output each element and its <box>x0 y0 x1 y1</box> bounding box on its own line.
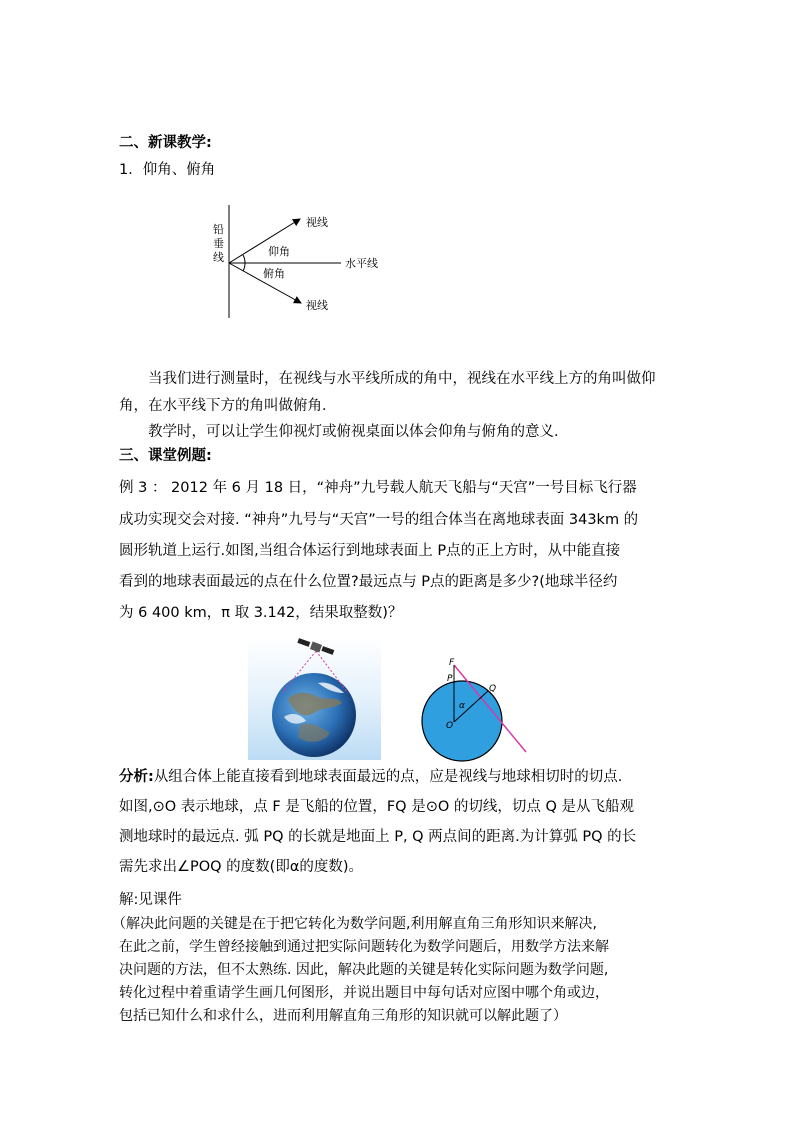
item-1-title: 1．仰角、俯角 <box>119 162 216 178</box>
analysis-text-1: 从组合体上能直接看到地球表面最远的点，应是视线与地球相切时的切点. <box>153 769 623 785</box>
analysis-line-4: 需先求出∠POQ 的度数(即α的度数)。 <box>119 859 364 875</box>
analysis-line-2: 如图,⊙O 表示地球，点 F 是飞船的位置，FQ 是⊙O 的切线，切点 Q 是从飞船观 <box>119 799 635 815</box>
label-q: Q <box>489 684 497 694</box>
plumb-label-2: 垂 <box>213 237 224 250</box>
earth-icon <box>272 673 356 757</box>
remark-line-1: （解决此问题的关键是在于把它转化为数学问题,利用解直角三角形知识来解决, <box>112 916 597 932</box>
sight-line-top-label: 视线 <box>306 216 328 229</box>
remark-line-5: 包括已知什么和求什么，进而利用解直角三角形的知识就可以解此题了） <box>119 1008 567 1024</box>
section-new-lesson-title: 二、新课教学: <box>119 135 212 151</box>
solution-line: 解:见课件 <box>119 892 182 908</box>
plumb-label-3: 线 <box>213 251 224 264</box>
example-line-3: 圆形轨道上运行.如图,当组合体运行到地球表面上 P点的正上方时，从中能直接 <box>119 543 621 559</box>
analysis-line-3: 测地球时的最远点. 弧 PQ 的长就是地面上 P, Q 两点间的距离.为计算弧 PQ 的长 <box>119 829 637 845</box>
elevation-angle-label: 仰角 <box>268 245 290 258</box>
depression-angle-label: 俯角 <box>263 267 285 280</box>
definition-paragraph: 当我们进行测量时，在视线与水平线所成的角中，视线在水平线上方的角叫做仰角，在水平线下方的角叫做俯角． <box>119 371 656 414</box>
label-o: O <box>446 721 454 731</box>
label-p: P <box>447 674 453 684</box>
example-line-1: 例 3 ： 2012 年 6 月 18 日，“神舟”九号载人航天飞船与“天宫”一号目标飞行器 <box>119 480 637 496</box>
remark-line-3: 决问题的方法，但不太熟练. 因此，解决此题的关键是转化实际问题为数学问题, <box>119 962 609 978</box>
example-line-4: 看到的地球表面最远的点在什么位置?最远点与 P点的距离是多少?(地球半径约 <box>119 574 618 590</box>
remark-line-4: 转化过程中着重请学生画几何图形，并说出题目中每句话对应图中哪个角或边， <box>119 985 609 1001</box>
remark-line-2: 在此之前，学生曾经接触到通过把实际问题转化为数学问题后，用数学方法来解 <box>119 939 609 955</box>
label-f: F <box>449 658 455 668</box>
section-example-title: 三、课堂例题: <box>119 448 212 464</box>
elevation-arc <box>243 255 245 263</box>
analysis-line-1 <box>119 767 622 787</box>
example-line-5: 为 6 400 km，π 取 3.142，结果取整数)？ <box>119 605 403 621</box>
horizontal-line-label: 水平线 <box>345 257 378 270</box>
angle-diagram <box>205 200 405 325</box>
analysis-label: 分析: <box>119 769 154 785</box>
sight-line-bottom-label: 视线 <box>306 299 328 312</box>
teaching-note: 教学时，可以让学生仰视灯或俯视桌面以体会仰角与俯角的意义． <box>148 424 569 440</box>
geometry-diagram <box>416 655 536 765</box>
earth-satellite-illustration <box>248 637 381 760</box>
example-line-2: 成功实现交会对接. “神舟”九号与“天宫”一号的组合体当在离地球表面 343km 的 <box>119 512 639 528</box>
label-alpha: α <box>459 701 465 711</box>
plumb-label-1: 铅 <box>213 223 224 236</box>
depression-arc <box>243 263 245 271</box>
